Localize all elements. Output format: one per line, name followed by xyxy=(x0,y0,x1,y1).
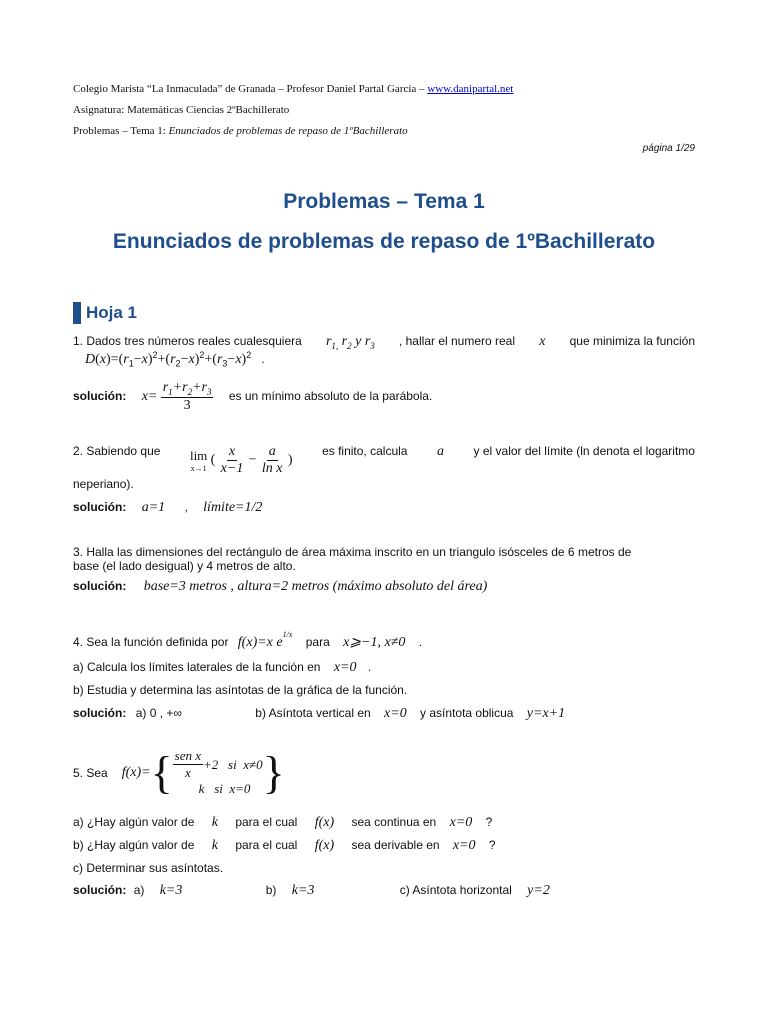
solution-b-math: x=0 xyxy=(384,706,407,721)
solution-text: base=3 metros , altura=2 metros (máximo absoluto del área) xyxy=(143,579,488,594)
problem-3-solution xyxy=(73,579,695,595)
problem-2-limit: lim x→1 ( $\frac{x}{x-1}$ − $\frac{a}{\text{ln x}}$ ) xyxy=(189,444,293,476)
problem-4-b: b) Estudia y determina las asíntotas de la gráfica de la función. xyxy=(73,683,408,697)
problem-5-statement xyxy=(73,748,695,797)
problem-1-solution xyxy=(73,380,695,414)
problem-2-statement xyxy=(73,444,695,477)
problem-3-line-1: 3. Halla las dimensiones del rectángulo de área máxima inscrito en un triangulo isósceles de 6 metros de xyxy=(73,545,632,559)
problem-5-text: 5. Sea xyxy=(73,765,108,780)
solution-a: k=3 xyxy=(159,883,183,898)
problem-1-x: x xyxy=(539,334,546,349)
section-title: Hoja 1 xyxy=(86,303,138,322)
piecewise-cases: $\frac{\text{sen x}}{x}$ +2 si x≠0 k si x=0 xyxy=(174,748,263,796)
page-subtitle: Enunciados de problemas de repaso de 1ºBachillerato xyxy=(112,230,656,253)
solution-label: solución: xyxy=(73,579,127,593)
problem-2-text-c: y el valor del límite (ln denota el logaritmo xyxy=(473,444,695,458)
solution-c-label: c) Asíntota horizontal xyxy=(399,883,512,897)
solution-c-math: y=x+1 xyxy=(526,706,566,721)
solution-b-label: b) xyxy=(265,883,277,897)
problem-4-exponent: 1/x xyxy=(282,630,293,639)
problem-4-text: 4. Sea la función definida por xyxy=(73,635,229,649)
problem-4-text-b: para xyxy=(305,635,330,649)
section-heading xyxy=(73,302,137,324)
problem-4-period: . xyxy=(418,635,423,649)
header-topic-italic: Enunciados de problemas de repaso de 1ºBachillerato xyxy=(168,125,408,137)
problem-5-solution xyxy=(73,883,695,899)
problem-1-vars: $r_{1,}$ $r_2$ y $r_3$ xyxy=(325,334,375,351)
solution-label: solución: xyxy=(73,500,127,514)
problem-2-solution xyxy=(73,500,695,516)
problem-1-text-c: que minimiza la función xyxy=(569,334,695,348)
problem-2-text: 2. Sabiendo que xyxy=(73,444,161,458)
header-line-3 xyxy=(73,125,408,137)
page-number: página 1/29 xyxy=(642,143,695,154)
problem-4-domain: x⩾−1, x≠0 xyxy=(343,635,406,650)
problem-1-text: 1. Dados tres números reales cualesquiera xyxy=(73,334,302,348)
header-school: Colegio Marista “La Inmaculada” de Granada – Profesor Daniel Partal García – xyxy=(73,83,428,95)
header-topic: Problemas – Tema 1: xyxy=(73,125,169,137)
solution-limit: límite=1/2 xyxy=(203,500,263,515)
problem-5-a: a) ¿Hay algún valor de k para el cual f(x) sea continua en x=0 ? xyxy=(73,815,493,830)
solution-label: solución: xyxy=(73,706,127,720)
solution-c: y=2 xyxy=(527,883,550,898)
problem-1-text-b: , hallar el numero real xyxy=(398,334,516,348)
problem-2-a: a xyxy=(437,444,444,459)
solution-text: es un mínimo absoluto de la parábola. xyxy=(228,389,433,404)
problem-2-statement-cont: neperiano). xyxy=(73,477,134,491)
website-link[interactable]: www.danipartal.net xyxy=(427,83,514,95)
solution-c: y asíntota oblicua xyxy=(420,706,514,720)
solution-label: solución: xyxy=(73,389,127,404)
problem-5-c: c) Determinar sus asíntotas. xyxy=(73,861,224,875)
solution-label: solución: xyxy=(73,883,127,897)
page-title: Problemas – Tema 1 xyxy=(283,190,485,213)
problem-1-formula: $D(x)=(r_1-x)^2+(r_2-x)^2+(r_3-x)^2$ . xyxy=(85,350,265,369)
header-line-1 xyxy=(73,83,513,95)
problem-2-text-b: es finito, calcula xyxy=(322,444,408,458)
left-brace: { xyxy=(150,746,173,798)
problem-4-statement xyxy=(73,630,695,651)
solution-a-label: a) xyxy=(133,883,145,897)
problem-4-solution xyxy=(73,706,695,722)
header-subject: Asignatura: Matemáticas Ciencias 2ºBachillerato xyxy=(73,104,290,116)
solution-a: a) 0 , +∞ xyxy=(135,706,182,720)
problem-5-function: f(x)= xyxy=(121,764,151,780)
solution-lhs: x= xyxy=(141,389,158,405)
problem-3-line-2: base (el lado desigual) y 4 metros de alto. xyxy=(73,559,296,573)
problem-4-a: a) Calcula los límites laterales de la función en x=0 . xyxy=(73,660,372,675)
solution-b: k=3 xyxy=(291,883,315,898)
problem-4-function: f(x)=x e xyxy=(237,635,283,650)
solution-a: a=1 xyxy=(141,500,166,515)
solution-b: b) Asíntota vertical en xyxy=(255,706,371,720)
solution-fraction: $\frac{r_1+r_2+r_3}{3}$ xyxy=(162,380,212,413)
solution-separator: , xyxy=(184,500,188,514)
problem-1-statement xyxy=(73,334,695,351)
problem-5-b: b) ¿Hay algún valor de k para el cual f(x) sea derivable en x=0 ? xyxy=(73,838,496,853)
right-brace: } xyxy=(262,746,285,798)
section-marker xyxy=(73,302,81,324)
